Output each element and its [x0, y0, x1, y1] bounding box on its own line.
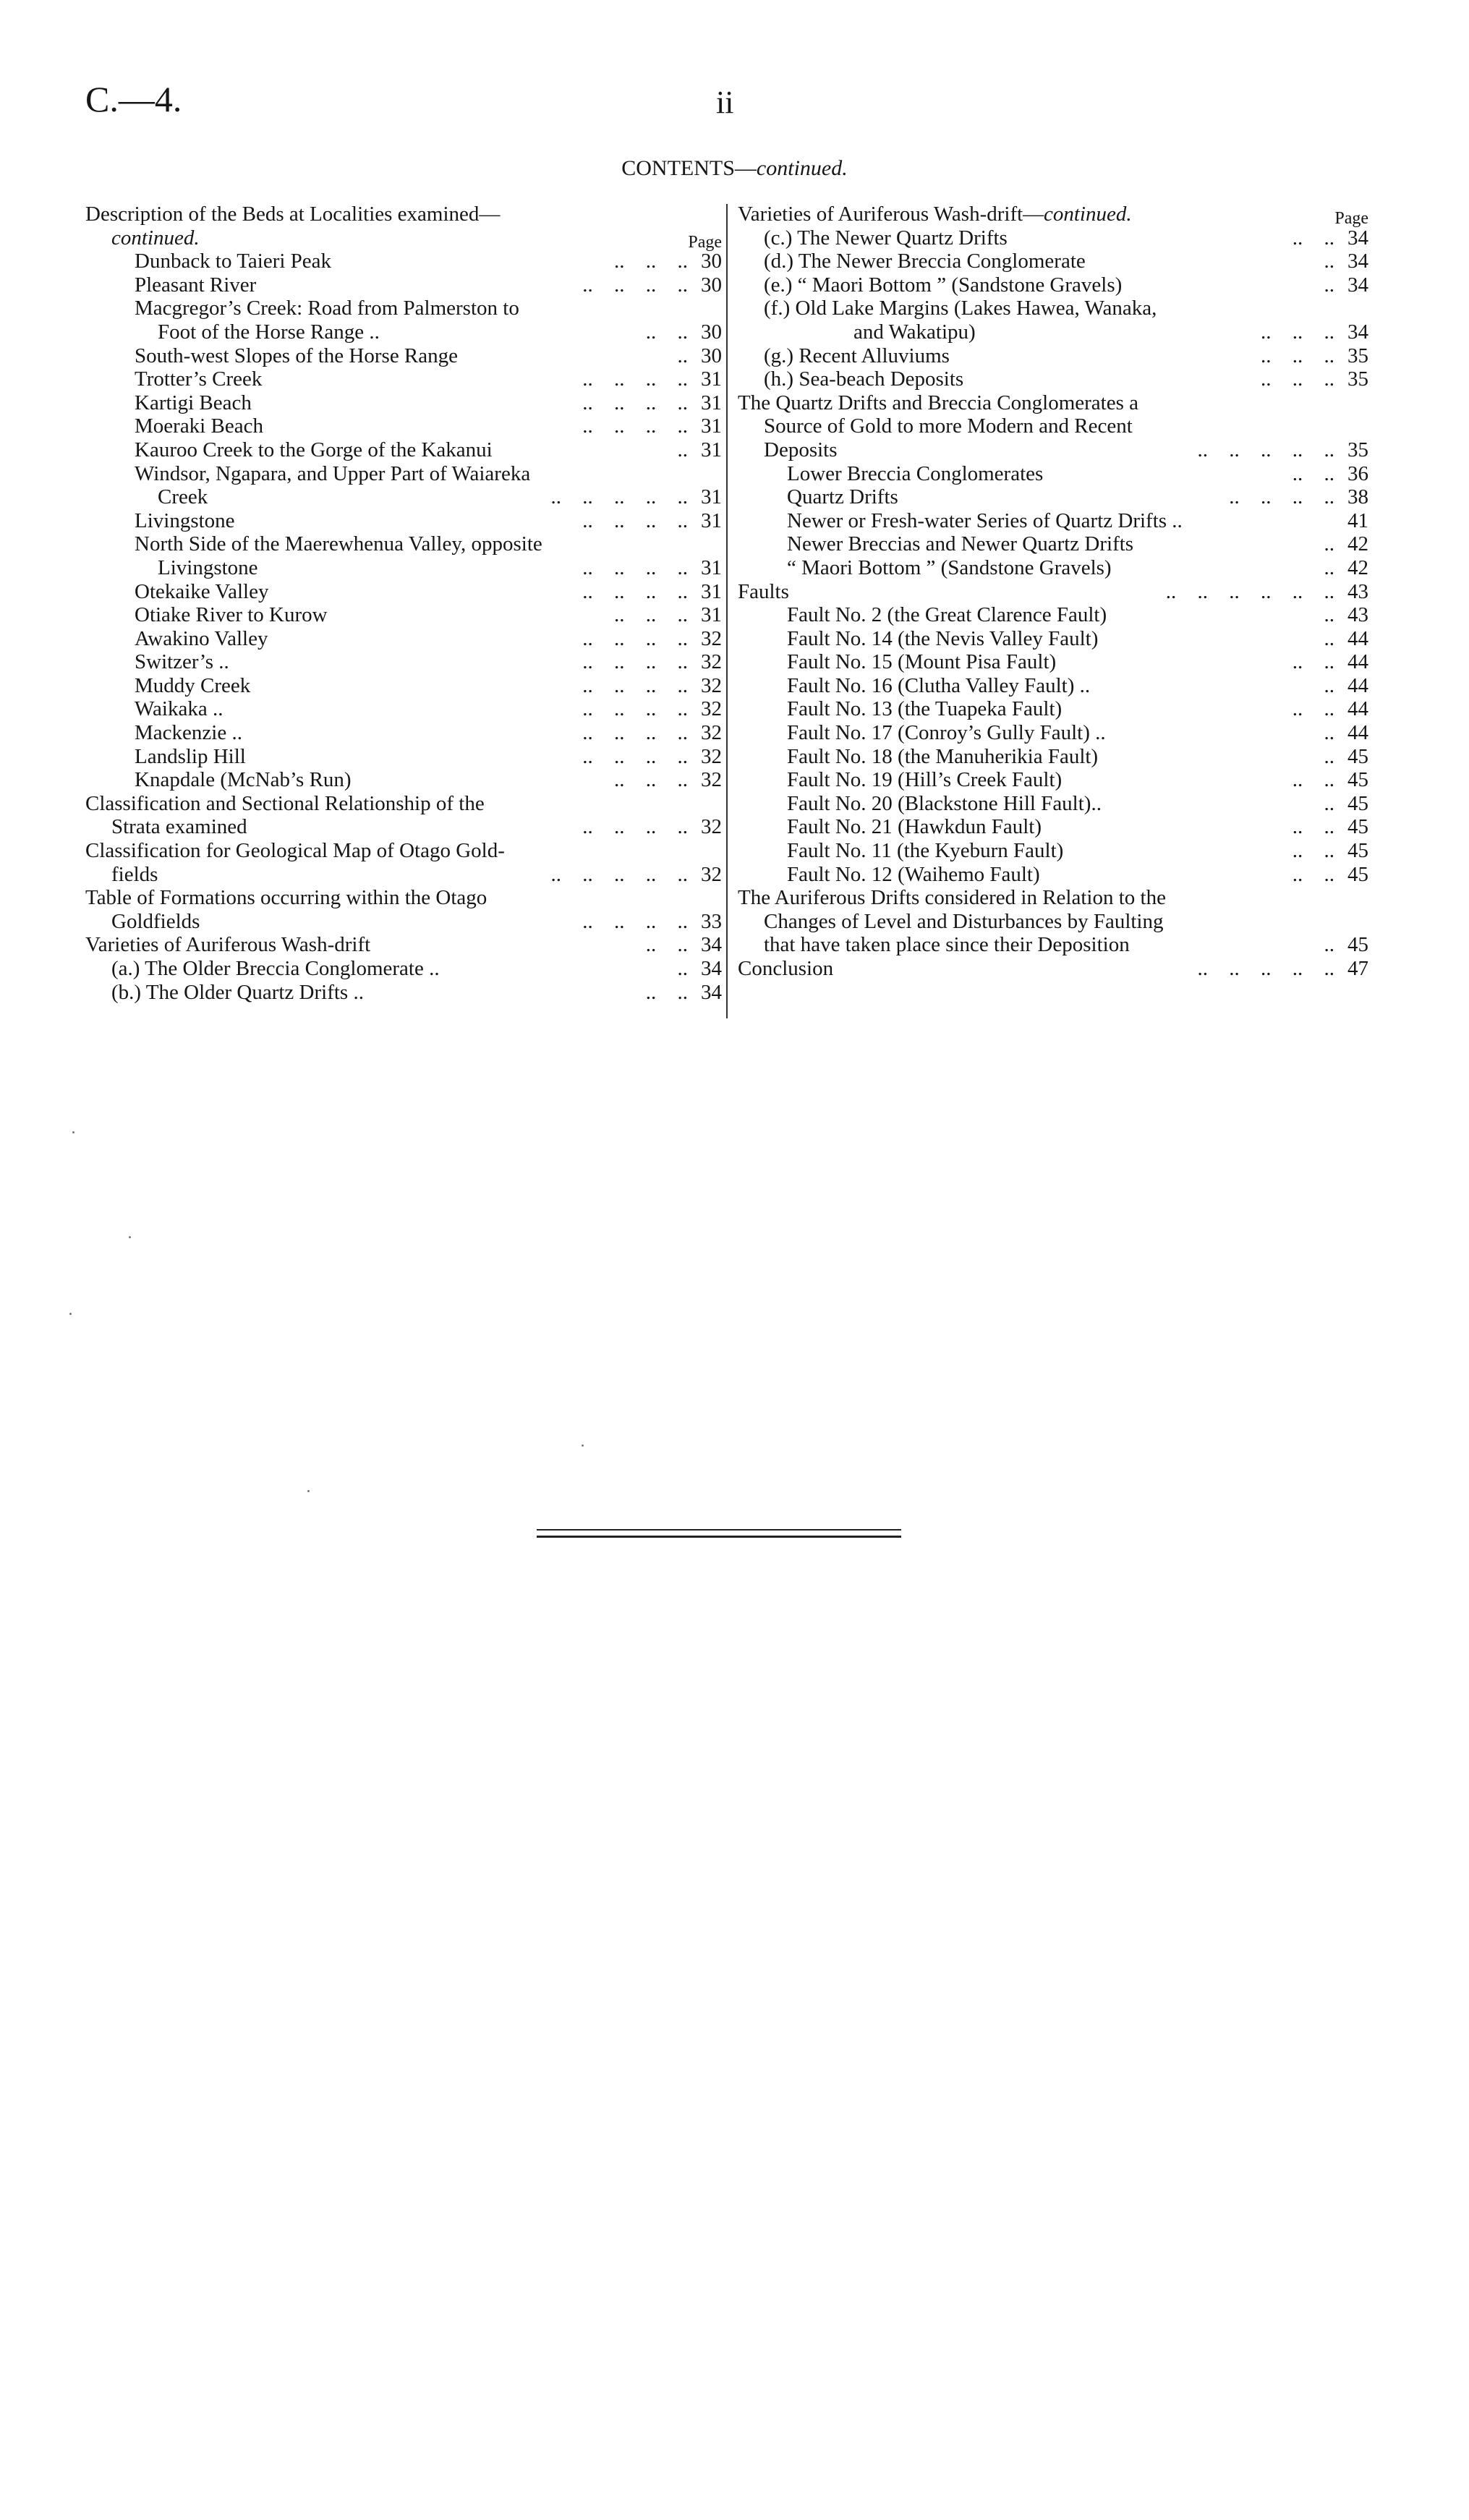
- entry-page-number: 31: [701, 579, 722, 603]
- contents-entry: [85, 863, 722, 887]
- entry-title: (d.) The Newer Breccia Conglomerate: [764, 250, 1086, 273]
- entry-title: and Wakatipu): [853, 320, 976, 344]
- entry-title: Conclusion: [738, 957, 834, 980]
- leader-dots: ..: [1324, 603, 1334, 627]
- leader-dots: .. ..: [1292, 226, 1334, 250]
- entry-page-number: 44: [1347, 697, 1368, 721]
- entry-title: Dunback to Taieri Peak: [135, 250, 332, 273]
- leader-dots: .. .. .. .. ..: [550, 862, 688, 886]
- contents-entry: [85, 650, 722, 674]
- entry-page-number: 45: [1347, 768, 1368, 792]
- leader-dots: .. ..: [1292, 697, 1334, 721]
- entry-page-number: 34: [1347, 320, 1368, 344]
- leader-dots: .. .. .. ..: [582, 721, 688, 745]
- entry-page-number: 30: [701, 273, 722, 297]
- contents-entry: [738, 297, 1368, 320]
- entry-title: Fault No. 12 (Waihemo Fault): [787, 862, 1040, 886]
- leader-dots: .. .. .. ..: [582, 626, 688, 650]
- entry-title: Newer or Fresh-water Series of Quartz Drifts ..: [787, 508, 1183, 532]
- entry-page-number: 44: [1347, 626, 1368, 650]
- leader-dots: .. ..: [1292, 839, 1334, 863]
- leader-dots: ..: [1324, 532, 1334, 556]
- entry-page-number: 45: [1347, 815, 1368, 839]
- entry-page-number: 38: [1347, 485, 1368, 509]
- contents-entry: [85, 792, 722, 816]
- entry-title: Mackenzie ..: [135, 721, 242, 745]
- entry-page-number: 42: [1347, 532, 1368, 556]
- leader-dots: .. .. .. .. ..: [1197, 438, 1334, 461]
- entry-title: Fault No. 2 (the Great Clarence Fault): [787, 603, 1107, 627]
- entry-page-number: 30: [701, 320, 722, 344]
- contents-entry: [738, 556, 1368, 580]
- leader-dots: ..: [1324, 673, 1334, 697]
- contents-entry: [738, 391, 1368, 415]
- contents-entry: [85, 391, 722, 415]
- contents-entry: [85, 556, 722, 580]
- entry-title: Quartz Drifts: [787, 485, 898, 509]
- leader-dots: .. .. .. ..: [582, 909, 688, 933]
- entry-page-number: 34: [1347, 250, 1368, 273]
- entry-page-number: 35: [1347, 367, 1368, 391]
- entry-page-number: 34: [1347, 273, 1368, 297]
- leader-dots: .. ..: [645, 320, 688, 344]
- contents-entry: [738, 910, 1368, 934]
- entry-title: Windsor, Ngapara, and Upper Part of Waiareka: [135, 461, 531, 485]
- leader-dots: ..: [1324, 744, 1334, 768]
- entry-page-number: 42: [1347, 555, 1368, 579]
- contents-entry: [738, 933, 1368, 957]
- leader-dots: ..: [1324, 250, 1334, 273]
- contents-entry: [738, 250, 1368, 273]
- leader-dots: .. .. .. ..: [582, 673, 688, 697]
- entry-page-number: 31: [701, 603, 722, 627]
- leader-dots: .. .. ..: [614, 768, 688, 792]
- entry-page-number: 45: [1347, 933, 1368, 957]
- contents-entry: [85, 721, 722, 745]
- contents-entry: [85, 768, 722, 792]
- contents-entry: [738, 815, 1368, 839]
- entry-page-number: 44: [1347, 650, 1368, 674]
- leader-dots: .. .. .. .. ..: [550, 485, 688, 509]
- entry-title-continued: continued.: [1044, 203, 1132, 226]
- entry-page-number: 32: [701, 650, 722, 674]
- contents-entry: [738, 532, 1368, 556]
- entry-title: Fault No. 14 (the Nevis Valley Fault): [787, 626, 1099, 650]
- leader-dots: .. .. .. ..: [582, 273, 688, 297]
- leader-dots: .. .. ..: [1261, 367, 1334, 391]
- contents-entry: [85, 414, 722, 438]
- entry-page-number: 43: [1347, 579, 1368, 603]
- contents-entry: [738, 485, 1368, 509]
- contents-entry: [85, 697, 722, 721]
- leader-dots: .. .. .. ..: [582, 697, 688, 721]
- leader-dots: ..: [1324, 555, 1334, 579]
- entry-title: Varieties of Auriferous Wash-drift—: [738, 203, 1044, 226]
- entry-page-number: 32: [701, 744, 722, 768]
- entry-title: Otiake River to Kurow: [135, 603, 328, 627]
- contents-entry: [738, 367, 1368, 391]
- entry-page-number: 34: [701, 957, 722, 980]
- leader-dots: .. .. .. ..: [582, 815, 688, 839]
- entry-title: that have taken place since their Deposition: [764, 933, 1130, 957]
- entry-title: Muddy Creek: [135, 673, 251, 697]
- entry-title: Strata examined: [111, 815, 247, 839]
- entry-title: Varieties of Auriferous Wash-drift: [85, 933, 371, 957]
- entry-title: Fault No. 20 (Blackstone Hill Fault)..: [787, 791, 1102, 815]
- contents-entry: [85, 910, 722, 934]
- leader-dots: .. .. .. ..: [582, 650, 688, 674]
- entry-title: Fault No. 18 (the Manuherikia Fault): [787, 744, 1099, 768]
- entry-title: “ Maori Bottom ” (Sandstone Gravels): [787, 555, 1112, 579]
- entry-title: fields: [111, 862, 158, 886]
- entry-page-number: 44: [1347, 721, 1368, 745]
- entry-title: Landslip Hill: [135, 744, 246, 768]
- entry-page-number: 45: [1347, 839, 1368, 863]
- entry-title: Pleasant River: [135, 273, 257, 297]
- contents-entry: [738, 203, 1368, 226]
- contents-entry: [738, 603, 1368, 627]
- entry-page-number: 33: [701, 909, 722, 933]
- print-speck: [582, 1444, 584, 1447]
- page-identifier: C.—4.: [85, 79, 182, 119]
- contents-entry: [738, 627, 1368, 651]
- contents-entry: [738, 886, 1368, 910]
- leader-dots: ..: [677, 344, 688, 367]
- entry-page-number: 31: [701, 367, 722, 391]
- entry-title: Faults: [738, 579, 789, 603]
- closing-rule-thick: [537, 1536, 901, 1538]
- entry-title: The Quartz Drifts and Breccia Conglomerates a: [738, 391, 1139, 414]
- entry-page-number: 45: [1347, 791, 1368, 815]
- entry-page-number: 32: [701, 721, 722, 745]
- contents-entry: [738, 957, 1368, 981]
- contents-entry: [738, 509, 1368, 533]
- entry-title: Changes of Level and Disturbances by Faulting: [764, 909, 1164, 933]
- leader-dots: .. .. ..: [1261, 344, 1334, 367]
- contents-entry: [85, 580, 722, 604]
- entry-title: Fault No. 19 (Hill’s Creek Fault): [787, 768, 1063, 792]
- entry-page-number: 31: [701, 391, 722, 414]
- entry-title: Macgregor’s Creek: Road from Palmerston to: [135, 297, 519, 320]
- contents-entry: [85, 226, 722, 250]
- contents-entry: [738, 674, 1368, 698]
- print-speck: [72, 1131, 74, 1133]
- entry-page-number: 36: [1347, 461, 1368, 485]
- contents-entry: [85, 273, 722, 297]
- entry-title: (c.) The Newer Quartz Drifts: [764, 226, 1008, 250]
- closing-rule-thin: [537, 1529, 901, 1531]
- entry-title: Creek: [158, 485, 208, 509]
- leader-dots: ..: [677, 957, 688, 980]
- contents-entry: [85, 674, 722, 698]
- contents-entry: [85, 603, 722, 627]
- entry-title: (a.) The Older Breccia Conglomerate ..: [111, 957, 440, 980]
- entry-title: Switzer’s ..: [135, 650, 229, 674]
- entry-page-number: 30: [701, 344, 722, 367]
- contents-entry: [85, 367, 722, 391]
- entry-page-number: 32: [701, 697, 722, 721]
- contents-entry: [738, 697, 1368, 721]
- entry-title: Foot of the Horse Range ..: [158, 320, 380, 344]
- leader-dots: .. ..: [1292, 768, 1334, 792]
- contents-entry: [85, 462, 722, 486]
- entry-page-number: 32: [701, 862, 722, 886]
- entry-title: Knapdale (McNab’s Run): [135, 768, 352, 792]
- leader-dots: .. ..: [645, 933, 688, 957]
- contents-entry: [738, 320, 1368, 344]
- leader-dots: .. .. .. .. .. ..: [1165, 579, 1334, 603]
- leader-dots: .. .. .. ..: [1229, 485, 1334, 509]
- leader-dots: .. .. ..: [614, 250, 688, 273]
- leader-dots: .. .. ..: [614, 603, 688, 627]
- contents-entry: [738, 721, 1368, 745]
- leader-dots: .. .. .. ..: [582, 508, 688, 532]
- entry-page-number: 45: [1347, 744, 1368, 768]
- leader-dots: .. .. .. ..: [582, 555, 688, 579]
- entry-page-number: 32: [701, 626, 722, 650]
- entry-title: Fault No. 21 (Hawkdun Fault): [787, 815, 1042, 839]
- entry-page-number: 47: [1347, 957, 1368, 980]
- contents-left-column: [85, 203, 722, 1004]
- entry-page-number: 35: [1347, 438, 1368, 461]
- entry-page-number: 44: [1347, 673, 1368, 697]
- entry-title: Livingstone: [158, 555, 258, 579]
- leader-dots: ..: [1324, 626, 1334, 650]
- contents-entry: [85, 957, 722, 981]
- contents-entry: [85, 320, 722, 344]
- page-number: ii: [716, 85, 734, 120]
- leader-dots: .. ..: [1292, 862, 1334, 886]
- entry-title: Otekaike Valley: [135, 579, 269, 603]
- contents-entry: [738, 462, 1368, 486]
- entry-title: Fault No. 16 (Clutha Valley Fault) ..: [787, 673, 1091, 697]
- entry-page-number: 32: [701, 673, 722, 697]
- entry-title: Deposits: [764, 438, 838, 461]
- entry-title: Classification for Geological Map of Otago Gold-: [85, 839, 505, 863]
- entry-title: Source of Gold to more Modern and Recent: [764, 414, 1133, 438]
- leader-dots: .. .. .. ..: [582, 414, 688, 438]
- contents-entry: [85, 485, 722, 509]
- entry-page-number: 34: [1347, 226, 1368, 250]
- entry-title: Moeraki Beach: [135, 414, 263, 438]
- leader-dots: .. ..: [645, 980, 688, 1004]
- page-column-heading: Page: [688, 232, 722, 252]
- contents-title: [0, 158, 1469, 179]
- contents-entry: [738, 273, 1368, 297]
- contents-entry: [738, 839, 1368, 863]
- entry-title: (h.) Sea-beach Deposits: [764, 367, 964, 391]
- entry-title: The Auriferous Drifts considered in Relation to the: [738, 886, 1166, 910]
- contents-entry: [738, 344, 1368, 368]
- leader-dots: .. .. ..: [1261, 320, 1334, 344]
- contents-entry: [85, 815, 722, 839]
- entry-page-number: 31: [701, 508, 722, 532]
- contents-right-column: [738, 203, 1368, 981]
- contents-title-text: CONTENTS—: [621, 156, 757, 180]
- leader-dots: .. .. .. .. ..: [1197, 957, 1334, 980]
- contents-entry: [85, 839, 722, 863]
- entry-page-number: 34: [701, 980, 722, 1004]
- entry-page-number: 31: [701, 485, 722, 509]
- entry-page-number: 30: [701, 250, 722, 273]
- leader-dots: .. ..: [1292, 815, 1334, 839]
- entry-title: North Side of the Maerewhenua Valley, opposite: [135, 532, 542, 556]
- entry-page-number: 32: [701, 768, 722, 792]
- leader-dots: .. .. .. ..: [582, 579, 688, 603]
- leader-dots: .. ..: [1292, 461, 1334, 485]
- entry-page-number: 31: [701, 438, 722, 461]
- entry-title: (e.) “ Maori Bottom ” (Sandstone Gravels): [764, 273, 1123, 297]
- contents-entry: [85, 438, 722, 462]
- contents-entry: [85, 297, 722, 320]
- leader-dots: ..: [1324, 273, 1334, 297]
- entry-title: Kauroo Creek to the Gorge of the Kakanui: [135, 438, 493, 461]
- contents-entry: [85, 627, 722, 651]
- print-speck: [307, 1490, 310, 1492]
- entry-page-number: 31: [701, 555, 722, 579]
- leader-dots: ..: [1324, 933, 1334, 957]
- print-speck: [129, 1236, 131, 1238]
- contents-entry: [738, 792, 1368, 816]
- entry-page-number: 43: [1347, 603, 1368, 627]
- contents-entry: [738, 745, 1368, 769]
- leader-dots: .. .. .. ..: [582, 391, 688, 414]
- contents-entry: [738, 580, 1368, 604]
- leader-dots: ..: [1324, 721, 1334, 745]
- contents-entry: [85, 933, 722, 957]
- entry-title: Waikaka ..: [135, 697, 223, 721]
- leader-dots: .. .. .. ..: [582, 367, 688, 391]
- contents-entry: [85, 981, 722, 1005]
- contents-title-continued: continued.: [756, 156, 848, 180]
- entry-title: continued.: [111, 226, 200, 250]
- page-column-heading: Page: [1334, 209, 1368, 228]
- contents-entry: [85, 203, 722, 226]
- entry-title: Classification and Sectional Relationship of the: [85, 791, 485, 815]
- entry-title: Lower Breccia Conglomerates: [787, 461, 1044, 485]
- contents-entry: [738, 650, 1368, 674]
- entry-title: Fault No. 17 (Conroy’s Gully Fault) ..: [787, 721, 1106, 745]
- contents-entry: [85, 509, 722, 533]
- contents-entry: [85, 745, 722, 769]
- entry-title: (b.) The Older Quartz Drifts ..: [111, 980, 364, 1004]
- entry-page-number: 32: [701, 815, 722, 839]
- entry-title: Trotter’s Creek: [135, 367, 263, 391]
- entry-title: Newer Breccias and Newer Quartz Drifts: [787, 532, 1134, 556]
- entry-title: Awakino Valley: [135, 626, 268, 650]
- entry-title: Description of the Beds at Localities examined—: [85, 203, 501, 226]
- leader-dots: ..: [677, 438, 688, 461]
- entry-title: Fault No. 15 (Mount Pisa Fault): [787, 650, 1057, 674]
- contents-entry: [85, 344, 722, 368]
- entry-title: Fault No. 13 (the Tuapeka Fault): [787, 697, 1063, 721]
- entry-page-number: 31: [701, 414, 722, 438]
- contents-entry: [738, 768, 1368, 792]
- leader-dots: .. ..: [1292, 650, 1334, 674]
- print-speck: [69, 1313, 72, 1315]
- entry-title: Kartigi Beach: [135, 391, 252, 414]
- entry-title: Fault No. 11 (the Kyeburn Fault): [787, 839, 1064, 863]
- entry-page-number: 34: [701, 933, 722, 957]
- leader-dots: ..: [1324, 791, 1334, 815]
- contents-entry: [85, 886, 722, 910]
- contents-entry: [738, 438, 1368, 462]
- entry-title: (f.) Old Lake Margins (Lakes Hawea, Wanaka,: [764, 297, 1157, 320]
- contents-entry: [738, 414, 1368, 438]
- entry-page-number: 35: [1347, 344, 1368, 367]
- contents-entry: [85, 250, 722, 273]
- column-divider: [726, 204, 728, 1018]
- entry-title: Livingstone: [135, 508, 235, 532]
- contents-entry: [738, 863, 1368, 887]
- entry-title: (g.) Recent Alluviums: [764, 344, 950, 367]
- leader-dots: .. .. .. ..: [582, 744, 688, 768]
- entry-title: Goldfields: [111, 909, 200, 933]
- entry-page-number: 45: [1347, 862, 1368, 886]
- contents-entry: [738, 226, 1368, 250]
- entry-title: South-west Slopes of the Horse Range: [135, 344, 459, 367]
- entry-title: Table of Formations occurring within the Otago: [85, 886, 487, 910]
- entry-page-number: 41: [1347, 508, 1368, 532]
- contents-entry: [85, 532, 722, 556]
